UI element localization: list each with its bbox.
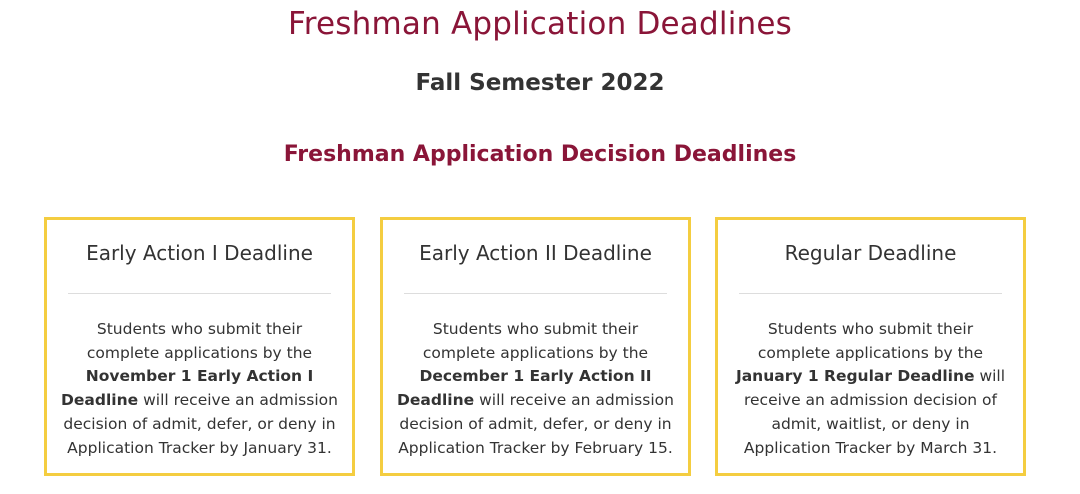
card-text-after: will receive an admission decision of admit, waitlist, or deny in Application Tracker by March 31. — [743, 367, 1006, 457]
page-title: Freshman Application Deadlines — [288, 6, 792, 42]
card-title: Early Action II Deadline — [419, 241, 652, 265]
deadline-card-early-action-2 — [380, 217, 691, 476]
card-description — [397, 318, 674, 460]
card-divider — [739, 293, 1002, 294]
card-text-before: Students who submit their complete applications by the — [757, 320, 984, 362]
semester-heading: Fall Semester 2022 — [415, 70, 665, 96]
card-divider — [68, 293, 331, 294]
card-text-after: will receive an admission decision of admit, defer, or deny in Application Tracker by January 31. — [63, 391, 338, 457]
section-title: Freshman Application Decision Deadlines — [283, 142, 797, 167]
card-description — [732, 318, 1009, 460]
deadline-card-early-action-1 — [44, 217, 355, 476]
card-title: Regular Deadline — [784, 241, 957, 265]
deadline-card-regular — [715, 217, 1026, 476]
card-title: Early Action I Deadline — [86, 241, 313, 265]
card-deadline-bold: December 1 Early Action II Deadline — [397, 367, 652, 410]
card-text-before: Students who submit their complete applications by the — [422, 320, 649, 362]
card-text-after: will receive an admission decision of admit, defer, or deny in Application Tracker by February 15. — [398, 391, 674, 457]
card-divider — [404, 293, 667, 294]
card-deadline-bold: January 1 Regular Deadline — [735, 367, 975, 386]
card-text-before: Students who submit their complete applications by the — [86, 320, 313, 362]
card-description — [61, 318, 338, 460]
card-deadline-bold: November 1 Early Action I Deadline — [61, 367, 314, 410]
